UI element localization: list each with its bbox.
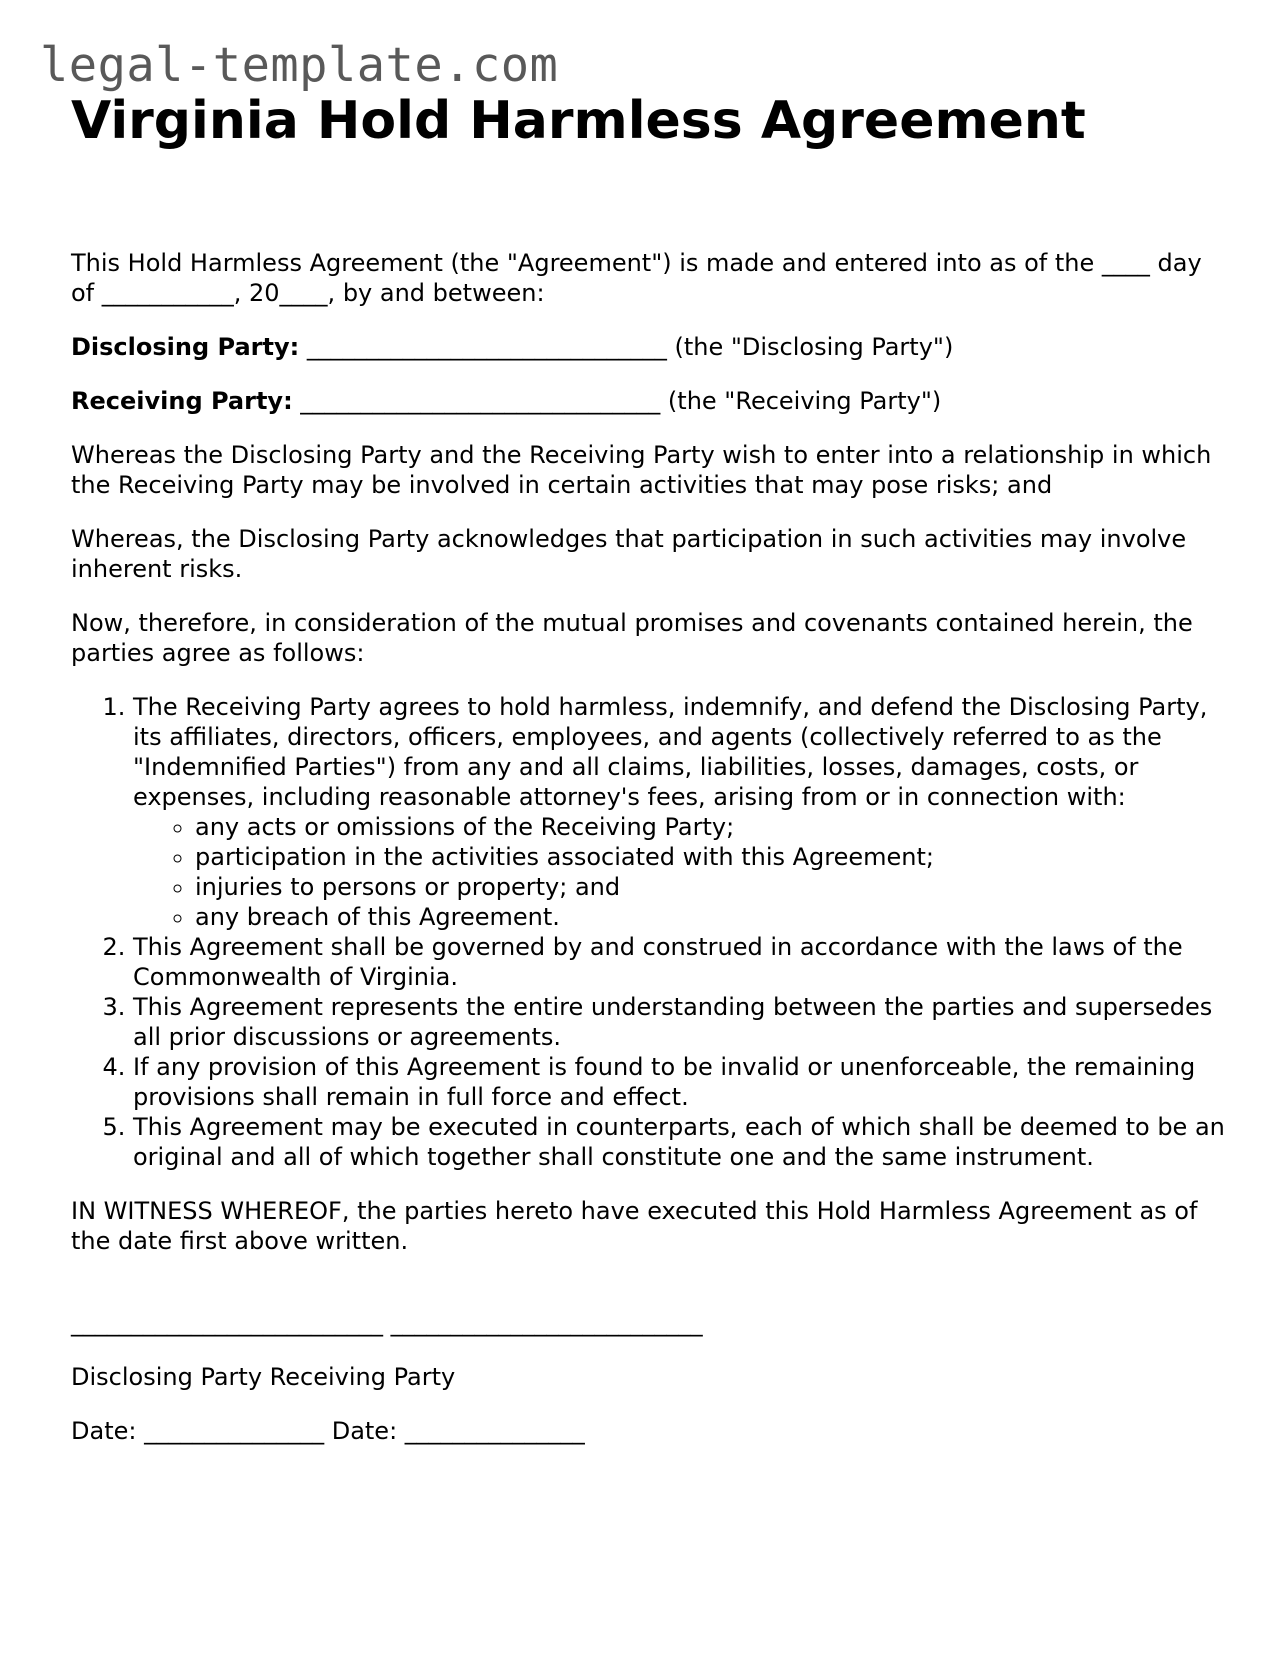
term-item: [133, 692, 1231, 932]
watermark: legal-template.com: [40, 38, 559, 93]
receiving-party-label: Receiving Party:: [71, 387, 293, 415]
subterm-item: ◦ participation in the activities associated with this Agreement;: [195, 842, 1231, 872]
now-therefore-paragraph: Now, therefore, in consideration of the mutual promises and covenants contained herein, the parties agree as follows:: [71, 609, 1193, 667]
subterm-item: ◦ any acts or omissions of the Receiving Party;: [195, 812, 1231, 842]
signature-lines: __________________________ __________________________: [71, 1309, 703, 1337]
witness-paragraph: IN WITNESS WHEREOF, the parties hereto have executed this Hold Harmless Agreement as of the date first above written.: [71, 1197, 1198, 1255]
receiving-party-line: [71, 386, 1231, 416]
disclosing-party-label: Disclosing Party:: [71, 333, 300, 361]
term-item: 2. This Agreement shall be governed by and construed in accordance with the laws of the Commonwealth of Virginia.: [133, 932, 1231, 992]
term-item: 3. This Agreement represents the entire understanding between the parties and supersedes all prior discussions or agreements.: [133, 992, 1231, 1052]
subterms-list: [133, 812, 1231, 932]
term-item: 4. If any provision of this Agreement is found to be invalid or unenforceable, the remaining provisions shall remain in full force and effect.: [133, 1052, 1231, 1112]
disclosing-party-blank: ______________________________ (the "Disclosing Party"): [299, 333, 954, 361]
date-line: Date: _______________ Date: _______________: [71, 1417, 585, 1445]
signature-labels: Disclosing Party Receiving Party: [71, 1363, 456, 1391]
term-text: The Receiving Party agrees to hold harmless, indemnify, and defend the Disclosing Party, its affiliates, directors, officers, employees, and agents (collectively referred to as the "Indemnified Parties") from any and all claims, liabilities, losses, damages, costs, or expenses, including reasonable attorney's fees, arising from or in connection with:: [133, 693, 1208, 811]
receiving-party-blank: ______________________________ (the "Receiving Party"): [292, 387, 942, 415]
subterm-item: ◦ any breach of this Agreement.: [195, 902, 1231, 932]
terms-list: [71, 692, 1231, 1172]
disclosing-party-line: [71, 332, 1231, 362]
whereas-paragraph-1: Whereas the Disclosing Party and the Receiving Party wish to enter into a relationship in which the Receiving Party may be involved in certain activities that may pose risks; and: [71, 441, 1212, 499]
subterm-item: ◦ injuries to persons or property; and: [195, 872, 1231, 902]
agreement-document: [71, 88, 1231, 1446]
term-item: 5. This Agreement may be executed in counterparts, each of which shall be deemed to be an original and all of which together shall constitute one and the same instrument.: [133, 1112, 1231, 1172]
page-title: Virginia Hold Harmless Agreement: [71, 91, 1086, 151]
whereas-paragraph-2: Whereas, the Disclosing Party acknowledges that participation in such activities may involve inherent risks.: [71, 525, 1187, 583]
intro-paragraph: This Hold Harmless Agreement (the "Agreement") is made and entered into as of the ____ day of ___________, 20____, by and between:: [71, 249, 1202, 307]
